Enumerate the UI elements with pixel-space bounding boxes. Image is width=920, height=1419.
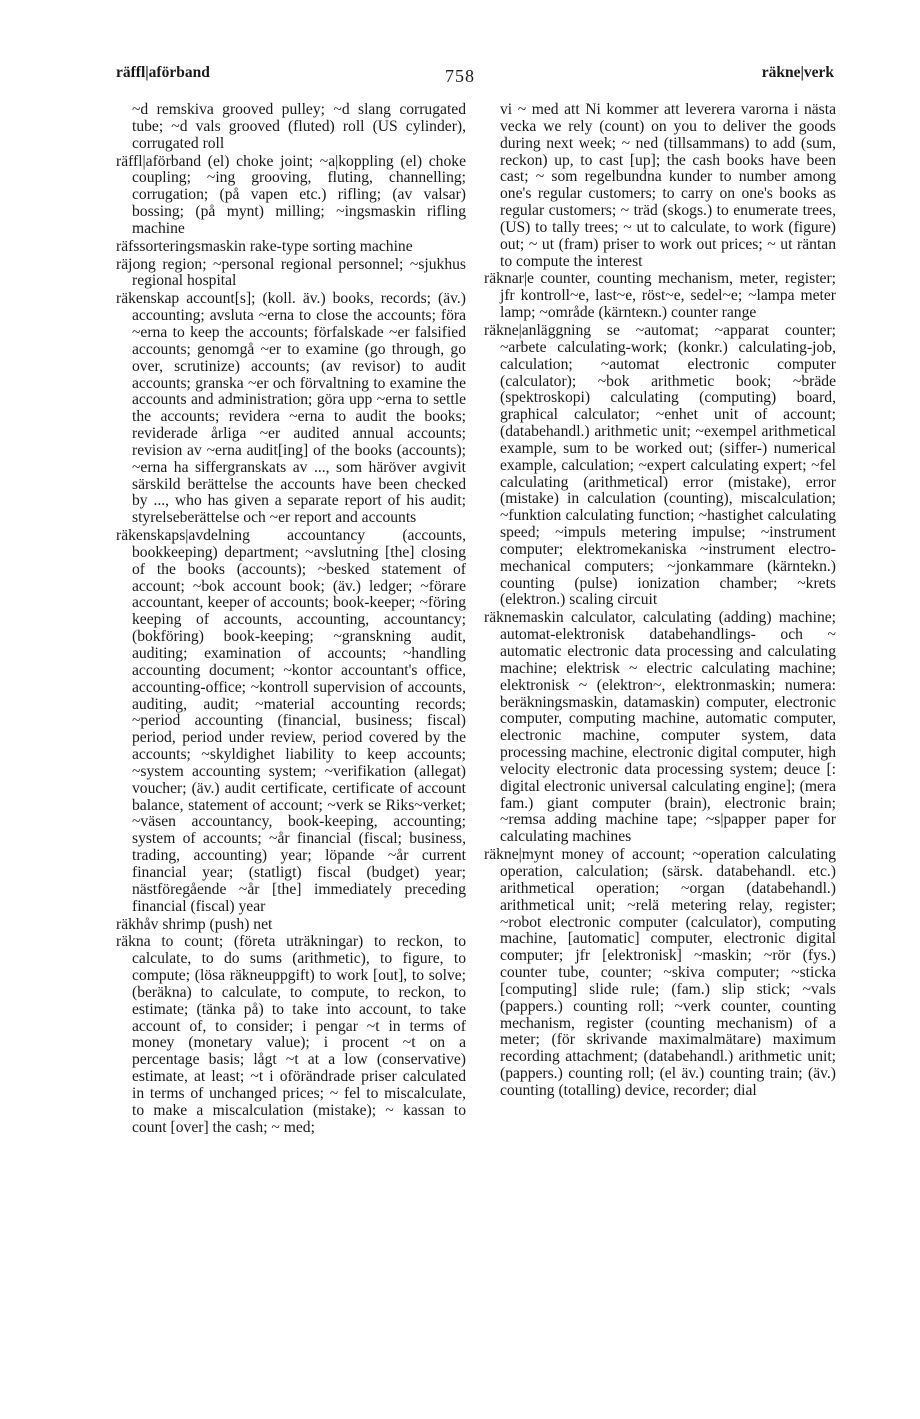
header-guideword-right: räkne|verk <box>761 64 834 81</box>
header-guideword-left: räffl|aförband <box>116 64 210 81</box>
dictionary-entry: ~d remskiva grooved pulley; ~d slang corrugated tube; ~d vals grooved (fluted) roll (US cylinder), corrugated roll <box>132 101 466 152</box>
dictionary-entry: räkenskap account[s]; (koll. äv.) books, records; (äv.) accounting; avsluta ~erna to close the accounts; föra ~erna to keep the accounts; förfalskade ~er falsified accounts; genomgå ~er to examine (go through, go over, scrutinize) accounts; (av revisor) to audit accounts; granska ~er och förvaltning to examine the accounts and administration; göra upp ~erna to settle the accounts; revidera ~erna to audit the books; reviderade årliga ~er audited annual accounts; revision av ~erna audit[ing] of the books (accounts); ~erna ha siffergranskats av ..., som häröver avgivit särskild berättelse the accounts have been checked by ..., who has given a separate report of his audit; styrelseberättelse och ~er report and accounts <box>116 290 466 527</box>
page-number: 758 <box>445 66 475 86</box>
dictionary-entry: räkenskaps|avdelning accountancy (accounts, bookkeeping) department; ~avslutning [the] closing of the books (accounts); ~besked statement of account; ~bok account book; (äv.) ledger; ~förare accountant, keeper of accounts; book-keeper; ~föring keeping of accounts, accounting, accountancy; (bokföring) book-keeping; ~granskning audit, auditing; examination of accounts; ~handling accounting document; ~kontor accountant's office, accounting-office; ~kontroll supervision of accounts, auditing, audit; ~material accounting records; ~period accounting (financial, business; fiscal) period, period under review, period covered by the accounts; ~skyldighet liability to keep accounts; ~system accounting system; ~verifikation (allegat) voucher; (äv.) audit certificate, certificate of account balance, statement of account; ~verk se Riks~verket; ~väsen accountancy, book-keeping, accounting; system of accounts; ~år financial (fiscal; business, trading, accounting) year; löpande ~år current financial year; (statligt) fiscal (budget) year; nästföregående ~år [the] immediately preceding financial (fiscal) year <box>116 527 466 915</box>
dictionary-entry: räkna to count; (företa uträkningar) to reckon, to calculate, to do sums (arithmetic), to figure, to compute; (lösa räkneuppgift) to work [out], to solve; (beräkna) to calculate, to compute, to reckon, to estimate; (tänka på) to take into account, to take account of, to consider; i pengar ~t in terms of money (monetary value); i procent ~t on a percentage basis; lågt ~t at a low (conservative) estimate, at least; ~t i oförändrade priser calculated in terms of unchanged prices; ~ fel to miscalculate, to make a miscalculation (mistake); ~ kassan to count [over] the cash; ~ med; <box>116 933 466 1136</box>
dictionary-entry: räknemaskin calculator, calculating (adding) machine; automat-elektronisk databehandlings- och ~ automatic electronic data processing and calculating machine; elektrisk ~ electric calculating machine; elektronisk ~ (elektron~, elektronmaskin; numera: beräkningsmaskin, datamaskin) computer, electronic computer, computing machine, automatic computer, electronic machine, computer system, data processing machine, electronic digital computer, high velocity electronic data processing system; deuce [: digital electronic universal calculating engine]; (mera fam.) giant computer (brain), electronic brain; ~remsa adding machine tape; ~s|papper paper for calculating machines <box>484 609 836 846</box>
dictionary-entry: räjong region; ~personal regional personnel; ~sjukhus regional hospital <box>116 255 466 290</box>
dictionary-entry: räkne|mynt money of account; ~operation calculating operation, calculation; (särsk. databehandl. etc.) arithmetical operation; ~organ (databehandl.) arithmetical unit; ~relä metering relay, register; ~robot electronic computer (calculator), computing machine, [automatic] computer, electronic digital computer; jfr [elektronisk] ~maskin; ~rör (fys.) counter tube, counter; ~skiva computer; ~sticka [computing] slide rule; (fam.) slip stick; ~vals (pappers.) counting roll; ~verk counter, counting mechanism, register (counting mechanism) of a meter; (för skrivande maximalmätare) maximum recording attachment; (databehandl.) arithmetic unit; (pappers.) counting roll; (el äv.) counting train; (äv.) counting (totalling) device, recorder; dial <box>484 846 836 1099</box>
dictionary-entry: vi ~ med att Ni kommer att leverera varorna i nästa vecka we rely (count) on you to deliver the goods during next week; ~ ned (tillsammans) to add (sum, reckon) up, to cast [up]; the cash books have been cast; ~ som regelbundna kunder to number among one's regular customers; to carry on one's books as regular customers; ~ träd (skogs.) to enumerate trees, (US) to tally trees; ~ ut to calculate, to work (figure) out; ~ ut (fram) priser to work out prices; ~ ut räntan to compute the interest <box>500 101 836 270</box>
dictionary-entry: räkne|anläggning se ~automat; ~apparat counter; ~arbete calculating-work; (konkr.) calculating-job, calculation; ~automat electronic computer (calculator); ~bok arithmetic book; ~bräde (spektroskopi) calculating (computing) board, graphical calculator; ~enhet unit of account; (databehandl.) arithmetic unit; ~exempel arithmetical example, sum to be worked out; (siffer-) numerical example, calculation; ~expert calculating expert; ~fel calculating (arithmetical) error (mistake), error (mistake) in calculation (counting), miscalculation; ~funktion calculating function; ~hastighet calculating speed; ~impuls metering impulse; ~instrument computer; elektromekaniska ~instrument electro-mechanical computers; ~jonkammare (kärntekn.) counting (pulse) ionization chamber; ~krets (elektron.) scaling circuit <box>484 321 836 609</box>
right-column <box>484 102 836 1100</box>
dictionary-entry: räkhåv shrimp (push) net <box>116 915 273 933</box>
dictionary-entry: räfssorteringsmaskin rake-type sorting machine <box>116 237 413 255</box>
dictionary-entry: räffl|aförband (el) choke joint; ~a|koppling (el) choke coupling; ~ing grooving, fluting, channelling; corrugation; (på vapen etc.) rifling; (av valsar) bossing; (på mynt) milling; ~ingsmaskin rifling machine <box>116 152 466 237</box>
left-column <box>116 102 466 1136</box>
dictionary-entry: räknar|e counter, counting mechanism, meter, register; jfr kontroll~e, last~e, röst~e, sedel~e; ~lampa meter lamp; ~område (kärnteкn.) counter range <box>484 270 836 322</box>
